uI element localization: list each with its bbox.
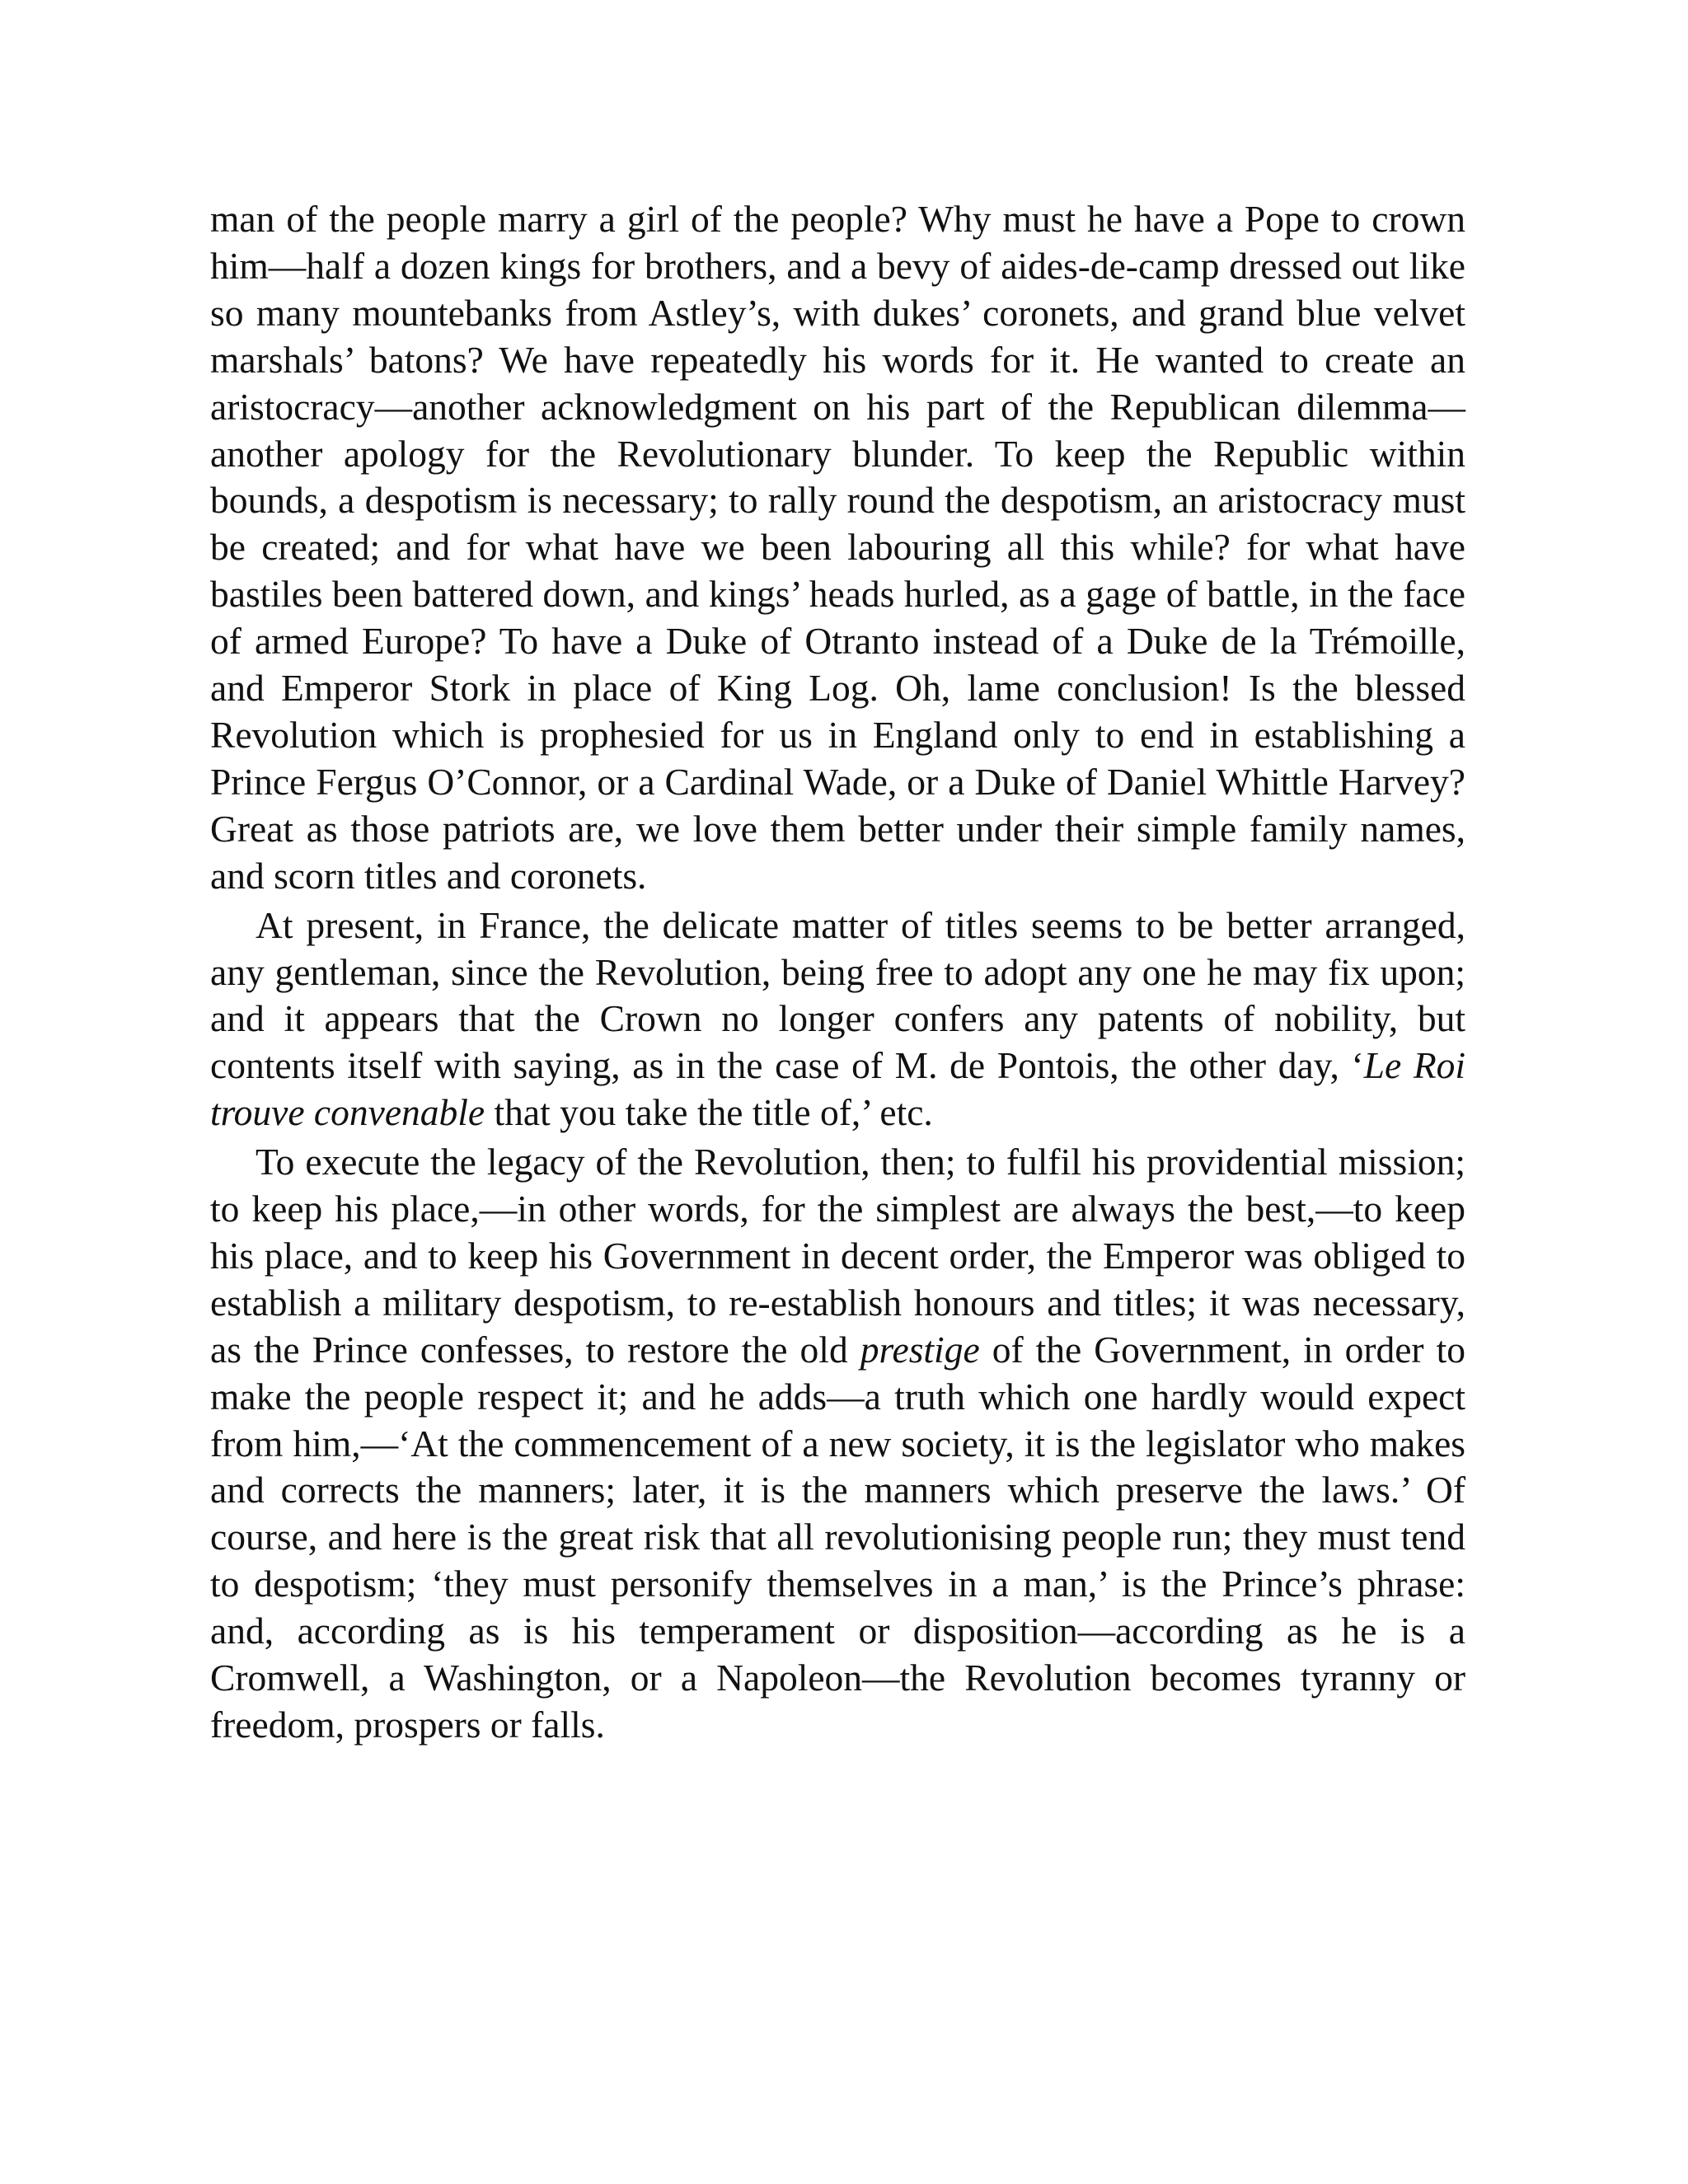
paragraph-2-italic-phrase: Le Roi trouve convenable — [210, 1044, 1465, 1134]
paragraph-3-text-a: To execute the legacy of the Revolution, then; to fulfil his providential mission; to keep his place,—in other words, for the simplest are always the best,—to keep his place, and to keep his Government in decent order, the Emperor was obliged to establish a military despotism, to re-establish honours and titles; it was necessary, as the Prince confesses, to restore the old — [210, 1141, 1465, 1371]
paragraph-1-text: man of the people marry a girl of the people? Why must he have a Pope to crown him—half a dozen kings for brothers, and a bevy of aides-de-camp dressed out like so many mountebanks from Astley’s, with dukes’ coronets, and grand blue velvet marshals’ batons? We have repeatedly his words for it. He wanted to create an aristocracy—another acknowledgment on his part of the Republican dilemma—another apology for the Revolutionary blunder. To keep the Republic within bounds, a despotism is necessary; to rally round the despotism, an aristocracy must be created; and for what have we been labouring all this while? for what have bastiles been battered down, and kings’ heads hurled, as a gage of battle, in the face of armed Europe? To have a Duke of Otranto instead of a Duke de la Trémoille, and Emperor Stork in place of King Log. Oh, lame conclusion! Is the blessed Revolution which is prophesied for us in England only to end in establishing a Prince Fergus O’Connor, or a Cardinal Wade, or a Duke of Daniel Whittle Harvey? Great as those patriots are, we love them better under their simple family names, and scorn titles and coronets. — [210, 198, 1465, 897]
page-body — [210, 196, 1465, 1749]
paragraph-2 — [210, 902, 1465, 1137]
paragraph-1 — [210, 196, 1465, 900]
paragraph-3-text-b: of the Government, in order to make the people respect it; and he adds—a truth which one hardly would expect from him,—‘At the commencement of a new society, it is the legislator who makes and corrects the manners; later, it is the manners which preserve the laws.’ Of course, and here is the great risk that all revolutionising people run; they must tend to despotism; ‘they must personify themselves in a man,’ is the Prince’s phrase: and, according as is his temperament or disposition—according as he is a Cromwell, a Washington, or a Napoleon—the Revolution becomes tyranny or freedom, prospers or falls. — [210, 1328, 1466, 1746]
paragraph-3 — [210, 1139, 1465, 1749]
paragraph-2-text-a: At present, in France, the delicate matter of titles seems to be better arranged, any gentleman, since the Revolution, being free to adopt any one he may fix upon; and it appears that the Crown no longer confers any patents of nobility, but contents itself with saying, as in the case of M. de Pontois, the other day, ‘ — [210, 903, 1465, 1087]
paragraph-3-italic-word: prestige — [860, 1328, 980, 1371]
paragraph-2-text-b: that you take the title of,’ etc. — [485, 1091, 933, 1134]
